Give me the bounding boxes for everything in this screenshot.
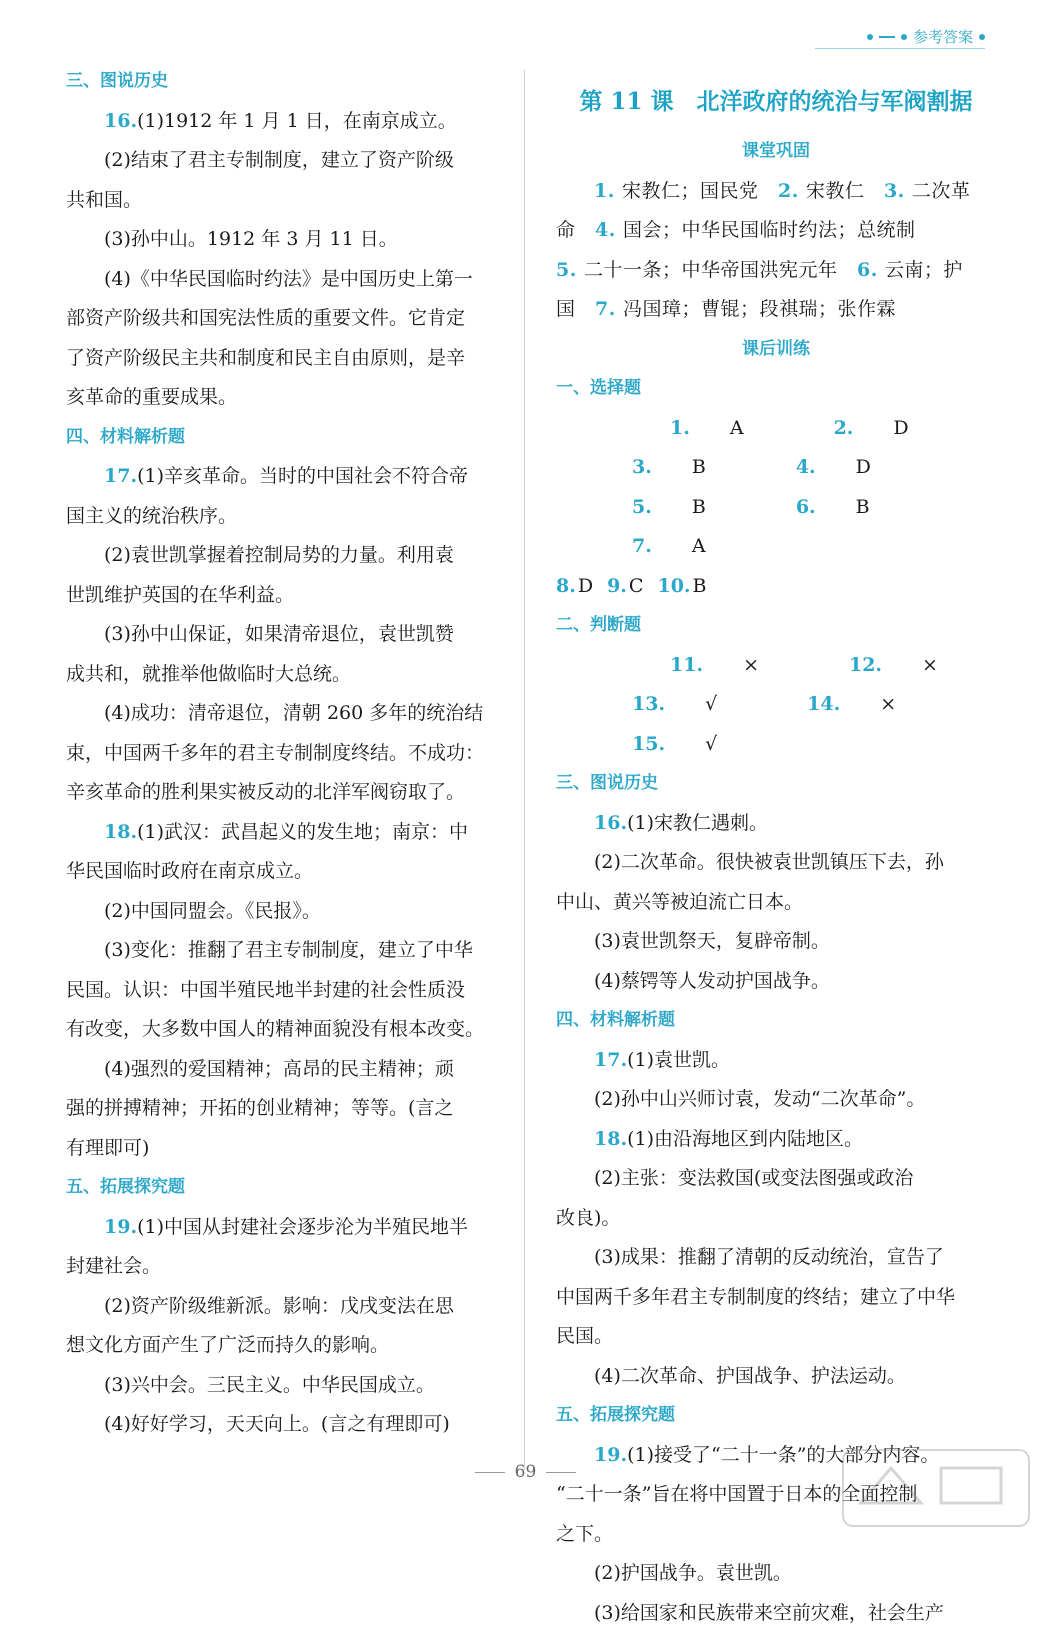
answer-text: A — [654, 527, 706, 567]
question-number: 6. — [857, 259, 885, 281]
question-answer — [66, 457, 506, 497]
answer-line-continued: 之下。 — [556, 1515, 996, 1555]
subheading-consolidate: 课堂巩固 — [556, 132, 996, 172]
question-number: 5. — [556, 259, 584, 281]
question-number: 1. — [632, 409, 690, 449]
answer-line: (4)《中华民国临时约法》是中国历史上第一 — [66, 260, 506, 300]
answer-line: (4)二次革命、护国战争、护法运动。 — [556, 1357, 996, 1397]
answer-line-continued: 亥革命的重要成果。 — [66, 378, 506, 418]
section-heading: 五、拓展探究题 — [66, 1168, 506, 1208]
answer-line-continued: 国主义的统治秩序。 — [66, 497, 506, 537]
answer-line-continued: 中山、黄兴等被迫流亡日本。 — [556, 883, 996, 923]
question-answer — [556, 1120, 996, 1160]
answer-key-item — [720, 448, 871, 488]
page-number-text: 69 — [515, 1462, 537, 1482]
section-heading: 五、拓展探究题 — [556, 1396, 996, 1436]
dash-icon — [879, 36, 895, 38]
answer-text: (1)武汉：武昌起义的发生地；南京：中 — [137, 821, 468, 843]
question-number: 17. — [104, 465, 137, 487]
question-answer — [66, 1208, 506, 1248]
answer-line: (2)孙中山兴师讨袁，发动“二次革命”。 — [556, 1080, 996, 1120]
answer-text: C — [629, 567, 644, 607]
header-rule — [815, 48, 985, 49]
question-number: 7. — [595, 298, 623, 320]
answer-key-item — [758, 409, 909, 449]
training-answers — [556, 369, 996, 1633]
question-number: 18. — [594, 1128, 627, 1150]
question-number: 8. — [556, 567, 576, 607]
answer-line-continued: 了资产阶级民主共和制度和民主自由原则，是辛 — [66, 339, 506, 379]
question-number: 18. — [104, 821, 137, 843]
answer-line: (4)好好学习，天天向上。(言之有理即可) — [66, 1405, 506, 1445]
section-heading: 四、材料解析题 — [66, 418, 506, 458]
question-number: 17. — [594, 1049, 627, 1071]
answer-line: (3)成果：推翻了清朝的反动统治，宣告了 — [556, 1238, 996, 1278]
answer-line: (4)成功：清帝退位，清朝 260 多年的统治结 — [66, 694, 506, 734]
answer-key-item — [556, 488, 706, 528]
section-heading: 二、判断题 — [556, 606, 996, 646]
answer-text: (1)辛亥革命。当时的中国社会不符合帝 — [137, 465, 468, 487]
consolidate-answers — [556, 172, 996, 330]
answer-text: 命 — [556, 219, 595, 241]
answer-line: (2)主张：变法救国(或变法图强或政治 — [556, 1159, 996, 1199]
answer-text: 二次革 — [912, 180, 990, 202]
answer-text: (1)宋教仁遇刺。 — [627, 812, 768, 834]
question-answer — [556, 804, 996, 844]
answer-text: 宋教仁 — [806, 180, 884, 202]
question-number: 12. — [811, 646, 882, 686]
answer-line: (2)中国同盟会。《民报》。 — [66, 892, 506, 932]
subheading-training: 课后训练 — [556, 330, 996, 370]
left-column — [66, 62, 506, 1445]
question-number: 15. — [594, 725, 665, 765]
answer-line: (3)孙中山保证，如果清帝退位，袁世凯赞 — [66, 615, 506, 655]
answer-text: 宋教仁；国民党 — [622, 180, 778, 202]
answer-line-continued: 世凯维护英国的在华利益。 — [66, 576, 506, 616]
watermark-logo — [841, 1448, 1031, 1528]
answer-key-item — [773, 646, 938, 686]
answer-line-continued: 民国。认识：中国半殖民地半封建的社会性质没 — [66, 971, 506, 1011]
answer-key-row — [556, 409, 996, 567]
answer-line: (2)资产阶级维新派。影响：戊戌变法在思 — [66, 1287, 506, 1327]
question-number: 16. — [104, 110, 137, 132]
question-number: 16. — [594, 812, 627, 834]
answer-text: 国会；中华民国临时约法；总统制 — [623, 219, 935, 241]
answer-text: B — [654, 488, 706, 528]
answer-text: (1)由沿海地区到内陆地区。 — [627, 1128, 863, 1150]
lesson-title: 第 11 课 北洋政府的统治与军阀割据 — [556, 80, 996, 124]
question-answer — [66, 102, 506, 142]
answer-key-item — [594, 646, 759, 686]
consolidate-row — [556, 211, 996, 251]
answer-key-row — [556, 646, 996, 765]
answer-key-item — [556, 685, 717, 725]
answer-line-continued: “二十一条”旨在将中国置于日本的全面控制 — [556, 1475, 996, 1515]
question-number: 13. — [594, 685, 665, 725]
question-number: 3. — [594, 448, 652, 488]
answer-key-item — [731, 685, 896, 725]
answer-line: (4)蔡锷等人发动护国战争。 — [556, 962, 996, 1002]
answer-line: (3)变化：推翻了君主专制制度，建立了中华 — [66, 931, 506, 971]
question-number: 6. — [758, 488, 816, 528]
answer-line-continued: 有改变，大多数中国人的精神面貌没有根本改变。 — [66, 1010, 506, 1050]
column-divider — [524, 70, 525, 1470]
answer-line-continued: 改良)。 — [556, 1199, 996, 1239]
answer-key-item — [556, 567, 593, 607]
question-number: 3. — [884, 180, 912, 202]
right-column — [556, 62, 996, 1633]
answer-line-continued: 强的拼搏精神；开拓的创业精神；等等。(言之 — [66, 1089, 506, 1129]
answer-text: D — [578, 567, 593, 607]
question-number: 1. — [594, 180, 622, 202]
answer-line-continued: 华民国临时政府在南京成立。 — [66, 852, 506, 892]
answer-line: (3)给国家和民族带来空前灾难，社会生产 — [556, 1594, 996, 1633]
dot-icon — [867, 34, 873, 40]
answer-line: (2)护国战争。袁世凯。 — [556, 1554, 996, 1594]
answer-text: (1)1912 年 1 月 1 日，在南京成立。 — [137, 110, 457, 132]
answer-key-item — [556, 725, 717, 765]
answer-text: B — [693, 567, 707, 607]
answer-text: (1)中国从封建社会逐步沦为半殖民地半 — [137, 1216, 468, 1238]
question-number: 4. — [595, 219, 623, 241]
question-number: 14. — [769, 685, 840, 725]
answer-text: 国 — [556, 298, 595, 320]
answer-text: √ — [667, 685, 717, 725]
answer-key-item — [607, 567, 643, 607]
question-number: 5. — [594, 488, 652, 528]
answer-text: B — [818, 488, 870, 528]
answer-text: 冯国璋；曹锟；段祺瑞；张作霖 — [623, 298, 916, 320]
answer-text: √ — [667, 725, 717, 765]
question-number: 4. — [758, 448, 816, 488]
answer-text: D — [818, 448, 871, 488]
answer-text: (1)袁世凯。 — [627, 1049, 730, 1071]
answer-line: (2)袁世凯掌握着控制局势的力量。利用袁 — [66, 536, 506, 576]
answer-text: B — [654, 448, 706, 488]
answer-text: 云南；护 — [885, 259, 983, 281]
answer-text: 二十一条；中华帝国洪宪元年 — [584, 259, 857, 281]
answer-line-continued: 想文化方面产生了广泛而持久的影响。 — [66, 1326, 506, 1366]
answer-line: (4)强烈的爱国精神；高昂的民主精神；顽 — [66, 1050, 506, 1090]
answer-key-item — [594, 409, 744, 449]
answer-text: D — [855, 409, 908, 449]
answer-line: (3)袁世凯祭天，复辟帝制。 — [556, 922, 996, 962]
answer-line: (2)二次革命。很快被袁世凯镇压下去，孙 — [556, 843, 996, 883]
answer-key-item — [720, 488, 870, 528]
consolidate-row — [556, 251, 996, 291]
question-number: 19. — [104, 1216, 137, 1238]
question-answer — [66, 813, 506, 853]
section-heading: 三、图说历史 — [556, 764, 996, 804]
question-number: 2. — [778, 180, 806, 202]
dot-icon — [979, 34, 985, 40]
answer-line-continued: 中国两千多年君主专制制度的终结；建立了中华 — [556, 1278, 996, 1318]
answer-line-continued: 束，中国两千多年的君主专制制度终结。不成功： — [66, 734, 506, 774]
header-badge — [867, 26, 985, 47]
answer-key-item — [657, 567, 706, 607]
header-badge-label: 参考答案 — [913, 26, 973, 47]
answer-key-item — [556, 448, 706, 488]
answer-line-continued: 民国。 — [556, 1317, 996, 1357]
answer-line-continued: 部资产阶级共和国宪法性质的重要文件。它肯定 — [66, 299, 506, 339]
section-heading: 一、选择题 — [556, 369, 996, 409]
dot-icon — [901, 34, 907, 40]
question-answer — [556, 1041, 996, 1081]
question-number: 11. — [632, 646, 703, 686]
answer-line-continued: 有理即可) — [66, 1129, 506, 1169]
consolidate-row — [556, 172, 996, 212]
question-number: 19. — [594, 1444, 627, 1466]
answer-line-continued: 封建社会。 — [66, 1247, 506, 1287]
answer-line: (3)孙中山。1912 年 3 月 11 日。 — [66, 220, 506, 260]
answer-text: A — [692, 409, 744, 449]
answer-line: (2)结束了君主专制制度，建立了资产阶级 — [66, 141, 506, 181]
question-number: 10. — [657, 567, 690, 607]
consolidate-row — [556, 290, 996, 330]
question-number: 9. — [607, 567, 627, 607]
answer-text: × — [884, 646, 938, 686]
question-number: 7. — [594, 527, 652, 567]
answer-key-item — [556, 527, 706, 567]
answer-line-continued: 辛亥革命的胜利果实被反动的北洋军阀窃取了。 — [66, 773, 506, 813]
answer-text: × — [705, 646, 759, 686]
answer-text: (1)接受了“二十一条”的大部分内容。 — [627, 1444, 939, 1466]
section-heading: 四、材料解析题 — [556, 1001, 996, 1041]
question-number: 2. — [796, 409, 854, 449]
answer-line: (3)兴中会。三民主义。中华民国成立。 — [66, 1366, 506, 1406]
answer-key-row — [556, 567, 996, 607]
answer-line-continued: 成共和，就推举他做临时大总统。 — [66, 655, 506, 695]
answer-line-continued: 共和国。 — [66, 181, 506, 221]
section-heading: 三、图说历史 — [66, 62, 506, 102]
answer-text: × — [842, 685, 896, 725]
